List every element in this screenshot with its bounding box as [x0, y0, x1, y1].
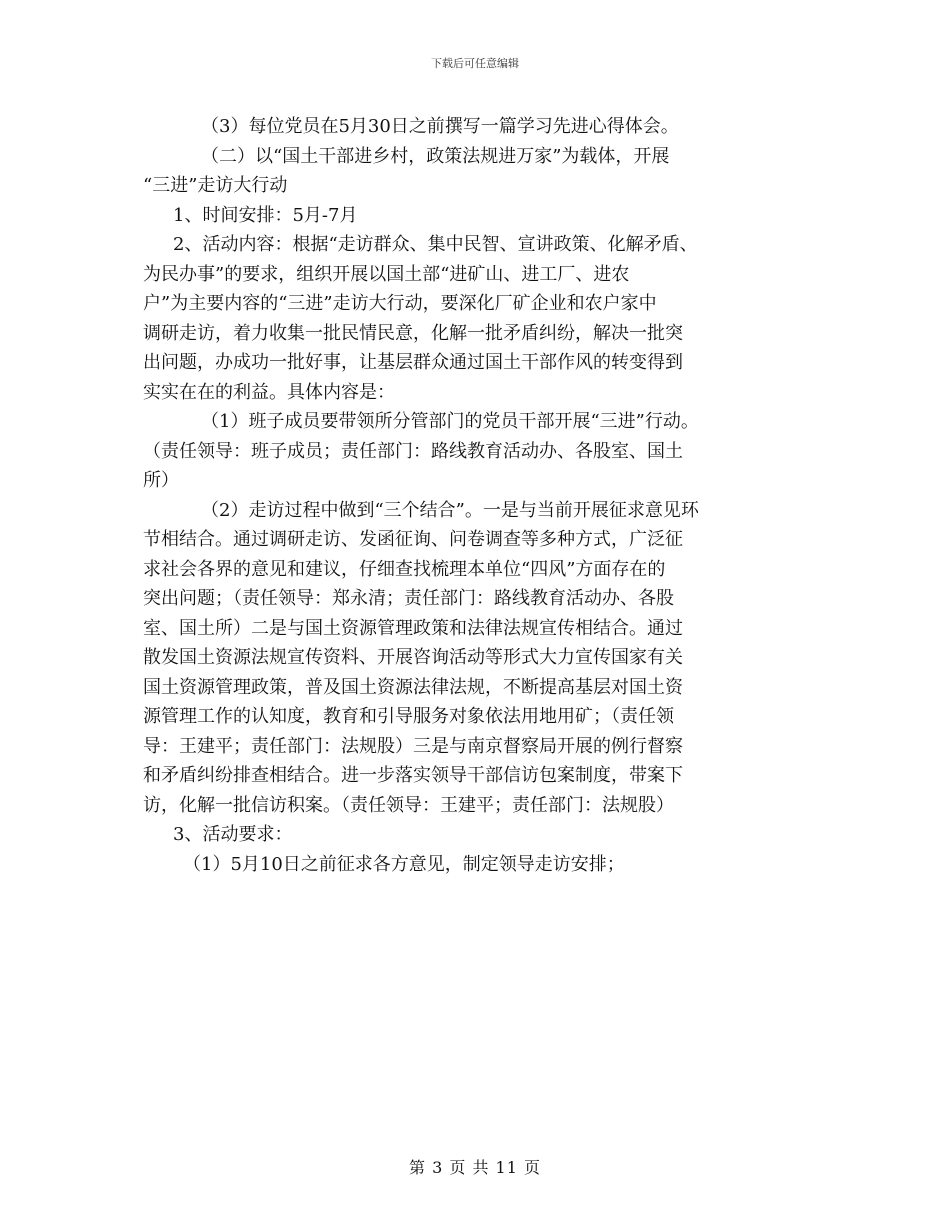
text-line: （1）5月10日之前征求各方意见，制定领导走访安排；: [183, 853, 625, 875]
text-line: 2、活动内容：根据“走访群众、集中民智、宣讲政策、化解矛盾、: [173, 234, 698, 255]
text-line: 实实在在的利益。具体内容是：: [143, 381, 395, 403]
text-line: “三进”走访大行动: [143, 175, 288, 196]
text-line: 户”为主要内容的“三进”走访大行动，要深化厂矿企业和农户家中: [143, 293, 657, 314]
text-line: （1）班子成员要带领所分管部门的党员干部开展“三进”行动。: [201, 411, 699, 432]
text-line: 所）: [143, 470, 179, 491]
text-line: 突出问题；（责任领导：郑永清；责任部门：路线教育活动办、各股: [143, 588, 674, 609]
text-line: （3）每位党员在5月30日之前撰写一篇学习先进心得体会。: [201, 116, 679, 137]
document-body: [143, 112, 823, 879]
text-line: （二）以“国土干部进乡村，政策法规进万家”为载体，开展: [201, 145, 670, 167]
text-line: 为民办事”的要求，组织开展以国土部“进矿山、进工厂、进农: [143, 263, 630, 285]
text-line: 国土资源管理政策，普及国土资源法律法规，不断提高基层对国土资: [143, 676, 683, 698]
text-line: 出问题，办成功一批好事，让基层群众通过国土干部作风的转变得到: [143, 352, 683, 373]
text-line: 3、活动要求：: [173, 824, 293, 845]
text-line: 调研走访，着力收集一批民情民意，化解一批矛盾纠纷，解决一批突: [143, 322, 683, 344]
page-header: 下载后可任意编辑: [431, 57, 519, 70]
text-line: （责任领导：班子成员；责任部门：路线教育活动办、各股室、国土: [143, 440, 683, 462]
text-line: 访，化解一批信访积案。（责任领导：王建平；责任部门：法规股）: [143, 794, 674, 816]
text-line: 1、时间安排：5月-7月: [173, 204, 358, 226]
text-line: 源管理工作的认知度，教育和引导服务对象依法用地用矿；（责任领: [143, 706, 674, 727]
text-line: 节相结合。通过调研走访、发函征询、问卷调查等多种方式，广泛征: [143, 529, 683, 550]
text-line: 室、国土所）二是与国土资源管理政策和法律法规宣传相结合。通过: [143, 617, 683, 639]
text-line: 求社会各界的意见和建议，仔细查找梳理本单位“四风”方面存在的: [143, 558, 666, 580]
text-line: （2）走访过程中做到“三个结合”。一是与当前开展征求意见环: [201, 499, 699, 521]
text-line: 和矛盾纠纷排查相结合。进一步落实领导干部信访包案制度，带案下: [143, 765, 683, 786]
text-line: 散发国土资源法规宣传资料、开展咨询活动等形式大力宣传国家有关: [143, 647, 683, 668]
page-footer: 第 3 页 共 11 页: [409, 1158, 541, 1177]
text-line: 导：王建平；责任部门：法规股）三是与南京督察局开展的例行督察: [143, 735, 683, 757]
